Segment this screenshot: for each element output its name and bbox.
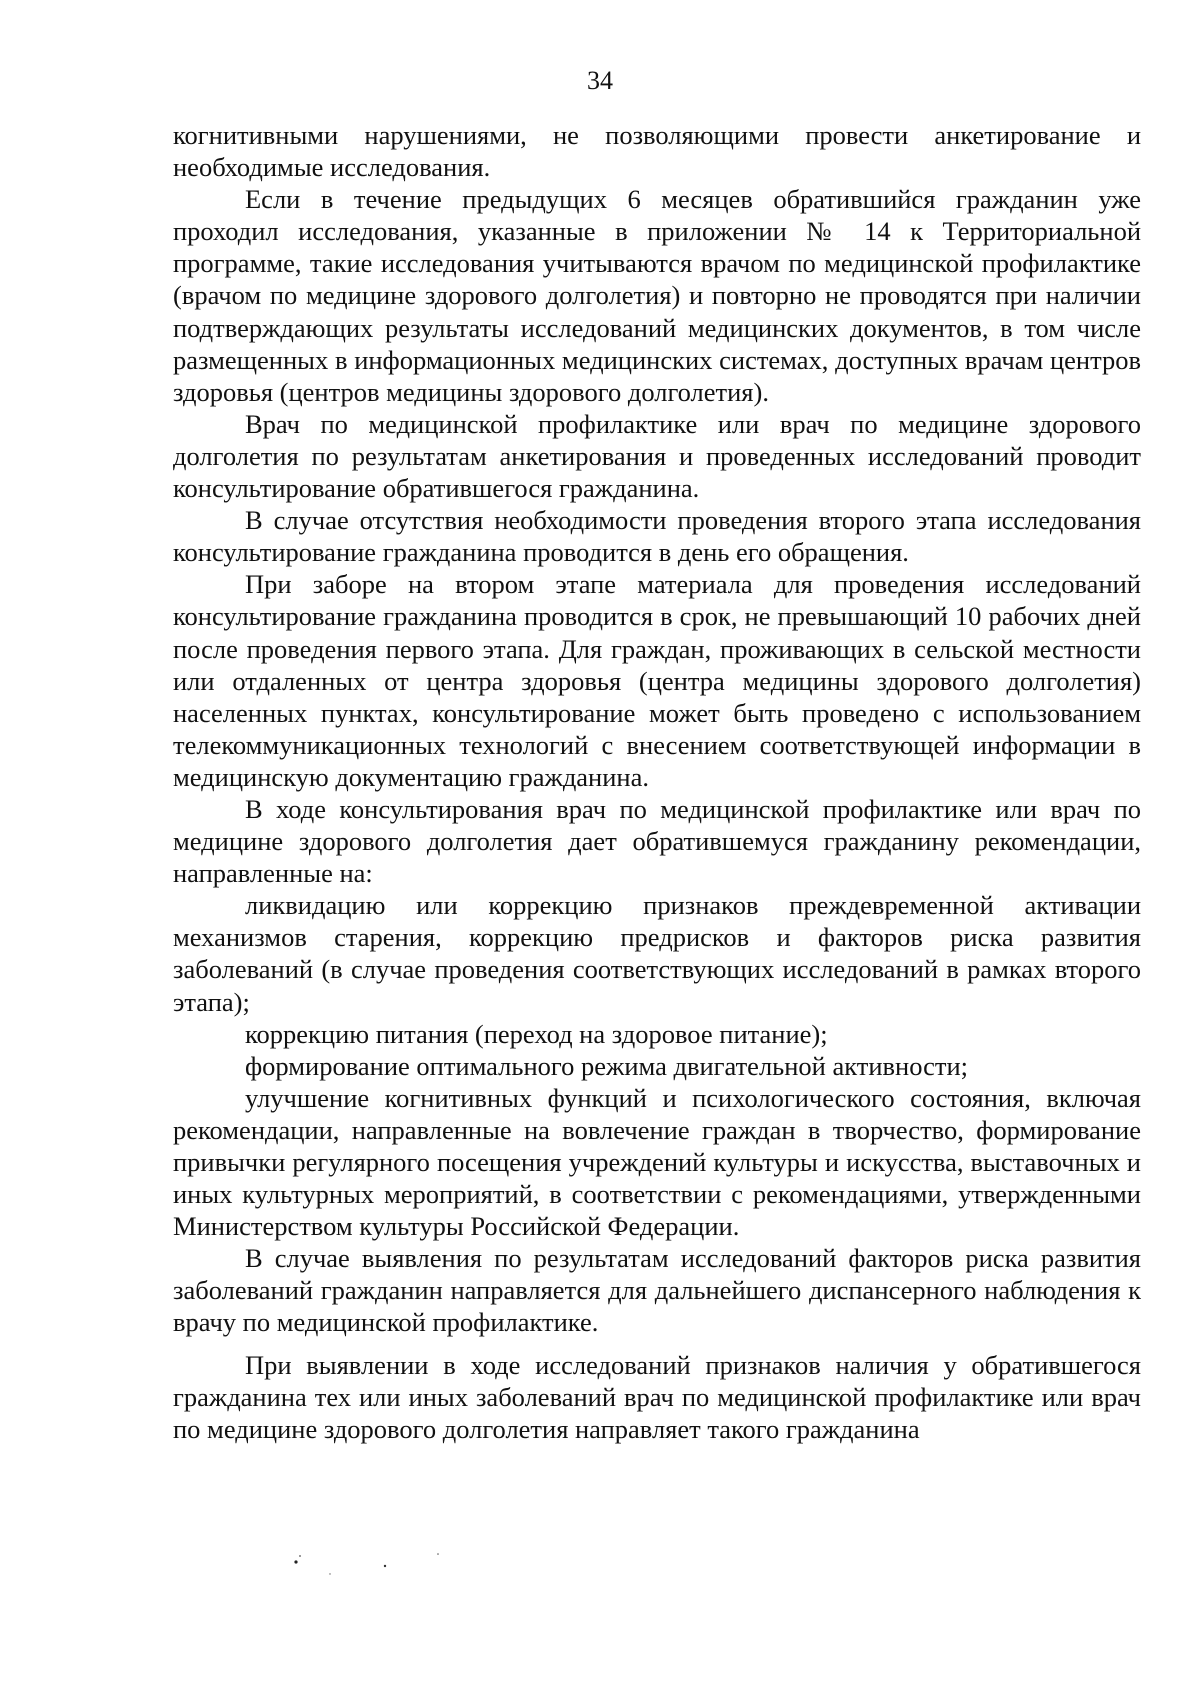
scan-specks bbox=[290, 1540, 490, 1580]
list-item-physical-activity: формирование оптимального режима двигательной активности; bbox=[245, 1050, 969, 1081]
page-number: 34 bbox=[587, 66, 613, 95]
paragraph-recommendations-intro: В ходе консультирования врач по медицинской профилактике или врач по медицине здорового долголетия дает обратившемуся гражданину рекомендации, направленные на: bbox=[173, 793, 1141, 889]
paragraph-consultation: Врач по медицинской профилактике или врач по медицине здорового долголетия по результатам анкетирования и проведенных исследований проводит консультирование обратившегося гражданина. bbox=[173, 408, 1141, 504]
paragraph-second-stage-timing: При заборе на втором этапе материала для проведения исследований консультирование гражданина проводится в срок, не превышающий 10 рабочих дней после проведения первого этапа. Для граждан, проживающих в сельской местности или отдаленных от центра здоровья (центра медицины здорового долголетия) населенных пунктах, консультирование может быть проведено с использованием телекоммуникационных технологий с внесением соответствующей информации в медицинскую документацию гражданина. bbox=[173, 569, 1141, 792]
list-item-nutrition: коррекцию питания (переход на здоровое питание); bbox=[245, 1018, 828, 1049]
paragraph-risk-factors: В случае выявления по результатам исследований факторов риска развития заболеваний гражданин направляется для дальнейшего диспансерного наблюдения к врачу по медицинской профилактике. bbox=[173, 1243, 1141, 1338]
list-item-aging-mechanisms: ликвидацию или коррекцию признаков преждевременной активации механизмов старения, коррекцию предрисков и факторов риска развития заболеваний (в случае проведения соответствующих исследований в рамках второго этапа); bbox=[173, 890, 1141, 1017]
paragraph-continuation: когнитивными нарушениями, не позволяющими провести анкетирование и необходимые исследования. bbox=[173, 120, 1141, 183]
list-item-cognitive-functions: улучшение когнитивных функций и психологического состояния, включая рекомендации, направленные на вовлечение граждан в творчество, формирование привычки регулярного посещения учреждений культуры и искусства, выставочных и иных культурных мероприятий, в соответствии с рекомендациями, утвержденными Министерством культуры Российской Федерации. bbox=[173, 1082, 1141, 1242]
paragraph-previous-studies: Если в течение предыдущих 6 месяцев обратившийся гражданин уже проходил исследования, указанные в приложении № 14 к Территориальной программе, такие исследования учитываются врачом по медицинской профилактике (врачом по медицине здорового долголетия) и повторно не проводятся при наличии подтверждающих результаты исследований медицинских документов, в том числе размещенных в информационных медицинских системах, доступных врачам центров здоровья (центров медицины здорового долголетия). bbox=[173, 184, 1141, 407]
paragraph-no-second-stage: В случае отсутствия необходимости проведения второго этапа исследования консультирование гражданина проводится в день его обращения. bbox=[173, 505, 1141, 568]
paragraph-disease-detection: При выявлении в ходе исследований признаков наличия у обратившегося гражданина тех или иных заболеваний врач по медицинской профилактике или врач по медицине здорового долголетия направляет такого гражданина bbox=[173, 1349, 1141, 1444]
document-body bbox=[173, 119, 1141, 1445]
